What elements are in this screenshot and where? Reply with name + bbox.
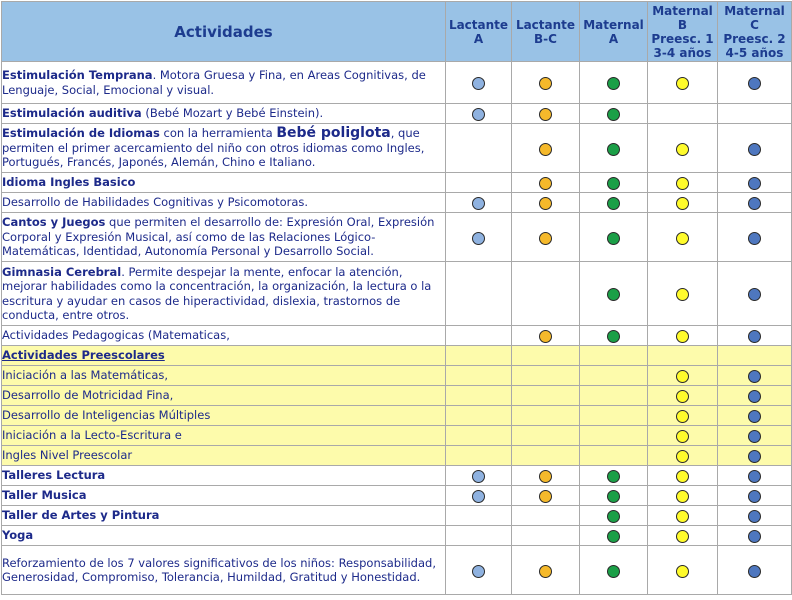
mark-cell	[718, 173, 792, 193]
circle-marker-icon	[607, 490, 620, 503]
activities-header: Actividades	[2, 2, 446, 62]
circle-marker-icon	[472, 470, 485, 483]
circle-marker-icon	[472, 565, 485, 578]
activity-title: Talleres Lectura	[2, 468, 106, 483]
mark-cell	[512, 546, 580, 595]
mark-cell	[580, 526, 648, 546]
activity-cell	[2, 213, 446, 262]
mark-cell	[512, 124, 580, 173]
circle-marker-icon	[748, 510, 761, 523]
mark-cell	[580, 486, 648, 506]
preschool-item-text: Desarrollo de Motricidad Fina,	[2, 388, 174, 403]
circle-marker-icon	[748, 197, 761, 210]
mark-cell	[580, 406, 648, 426]
circle-marker-icon	[748, 410, 761, 423]
mark-cell	[446, 366, 512, 386]
mark-cell	[718, 546, 792, 595]
preschool-item-cell	[2, 426, 446, 446]
mark-cell	[446, 104, 512, 124]
mark-cell	[446, 506, 512, 526]
activity-text: con la herramienta	[159, 126, 277, 141]
preschool-item-text: Ingles Nivel Preescolar	[2, 448, 133, 463]
mark-cell	[718, 326, 792, 346]
preschool-item-text: Desarrollo de Inteligencias Múltiples	[2, 408, 211, 423]
mark-cell	[446, 124, 512, 173]
mark-cell	[512, 426, 580, 446]
mark-cell	[718, 386, 792, 406]
mark-cell	[648, 104, 718, 124]
activity-cell	[2, 262, 446, 326]
mark-cell	[580, 262, 648, 326]
mark-cell	[446, 486, 512, 506]
mark-cell	[446, 526, 512, 546]
activity-cell	[2, 546, 446, 595]
circle-marker-icon	[748, 470, 761, 483]
mark-cell	[580, 446, 648, 466]
col-header-lactante-a	[446, 2, 512, 62]
mark-cell	[718, 506, 792, 526]
mark-cell	[512, 526, 580, 546]
circle-marker-icon	[539, 108, 552, 121]
mark-cell	[446, 346, 512, 366]
mark-cell	[580, 546, 648, 595]
circle-marker-icon	[748, 370, 761, 383]
mark-cell	[580, 346, 648, 366]
mark-cell	[580, 173, 648, 193]
circle-marker-icon	[676, 232, 689, 245]
circle-marker-icon	[472, 197, 485, 210]
activity-row	[2, 506, 792, 526]
mark-cell	[446, 326, 512, 346]
activity-row	[2, 546, 792, 595]
circle-marker-icon	[748, 390, 761, 403]
circle-marker-icon	[676, 390, 689, 403]
activity-title: Idioma Ingles Basico	[2, 175, 136, 190]
mark-cell	[718, 62, 792, 104]
circle-marker-icon	[676, 490, 689, 503]
mark-cell	[512, 62, 580, 104]
circle-marker-icon	[539, 232, 552, 245]
preschool-item-text: Iniciación a la Lecto-Escritura e	[2, 428, 182, 443]
activity-cell	[2, 466, 446, 486]
activity-row	[2, 124, 792, 173]
circle-marker-icon	[748, 450, 761, 463]
activity-text: Actividades Pedagogicas (Matematicas,	[2, 328, 230, 343]
mark-cell	[718, 466, 792, 486]
circle-marker-icon	[607, 177, 620, 190]
activity-cell	[2, 124, 446, 173]
mark-cell	[446, 173, 512, 193]
mark-cell	[648, 526, 718, 546]
circle-marker-icon	[472, 77, 485, 90]
mark-cell	[648, 486, 718, 506]
mark-cell	[648, 124, 718, 173]
mark-cell	[580, 366, 648, 386]
col-header-line: Maternal	[724, 3, 785, 18]
activity-row	[2, 104, 792, 124]
circle-marker-icon	[748, 330, 761, 343]
mark-cell	[512, 486, 580, 506]
circle-marker-icon	[607, 288, 620, 301]
mark-cell	[648, 213, 718, 262]
activity-cell	[2, 506, 446, 526]
circle-marker-icon	[607, 143, 620, 156]
activity-text: , que permiten el primer acercamiento del niño con otros idiomas como Ingles, Portugués, Francés, Japonés, Alemán, Chino e Italiano.	[2, 126, 425, 170]
mark-cell	[648, 346, 718, 366]
circle-marker-icon	[748, 530, 761, 543]
circle-marker-icon	[676, 177, 689, 190]
mark-cell	[446, 546, 512, 595]
circle-marker-icon	[607, 330, 620, 343]
mark-cell	[446, 62, 512, 104]
mark-cell	[512, 193, 580, 213]
activity-title: Taller de Artes y Pintura	[2, 508, 160, 523]
activity-row	[2, 213, 792, 262]
mark-cell	[648, 366, 718, 386]
mark-cell	[580, 124, 648, 173]
circle-marker-icon	[539, 470, 552, 483]
circle-marker-icon	[748, 430, 761, 443]
mark-cell	[648, 546, 718, 595]
circle-marker-icon	[676, 77, 689, 90]
circle-marker-icon	[539, 77, 552, 90]
preschool-item-cell	[2, 406, 446, 426]
mark-cell	[648, 506, 718, 526]
mark-cell	[580, 326, 648, 346]
circle-marker-icon	[676, 330, 689, 343]
mark-cell	[580, 193, 648, 213]
circle-marker-icon	[607, 232, 620, 245]
circle-marker-icon	[748, 177, 761, 190]
mark-cell	[648, 406, 718, 426]
col-header-line: Preesc. 2	[723, 31, 786, 46]
mark-cell	[648, 193, 718, 213]
mark-cell	[718, 124, 792, 173]
activity-text: (Bebé Mozart y Bebé Einstein).	[141, 106, 324, 121]
mark-cell	[512, 326, 580, 346]
mark-cell	[718, 104, 792, 124]
col-header-line: C	[750, 17, 759, 32]
activity-title: Gimnasia Cerebral	[2, 264, 122, 279]
preschool-item-text: Iniciación a las Matemáticas,	[2, 368, 169, 383]
mark-cell	[648, 466, 718, 486]
circle-marker-icon	[539, 177, 552, 190]
preschool-item-row	[2, 446, 792, 466]
circle-marker-icon	[676, 530, 689, 543]
mark-cell	[512, 506, 580, 526]
activity-row	[2, 262, 792, 326]
activities-table	[1, 1, 792, 595]
activity-row	[2, 62, 792, 104]
mark-cell	[648, 426, 718, 446]
preschool-item-row	[2, 386, 792, 406]
circle-marker-icon	[748, 232, 761, 245]
activity-text: . Motora Gruesa y Fina, en Areas Cognitivas, de Lenguaje, Social, Emocional y visual.	[2, 68, 426, 97]
mark-cell	[718, 486, 792, 506]
activity-cell	[2, 193, 446, 213]
preschool-item-cell	[2, 386, 446, 406]
activity-cell	[2, 326, 446, 346]
col-header-lactante-bc	[512, 2, 580, 62]
preschool-title-row	[2, 346, 792, 366]
activity-text: que permiten el desarrollo de: Expresión Oral, Expresión Corporal y Expresión Musical, así como de las Relaciones Lógico-Matemáticas, Identidad, Autonomía Personal y Desarrollo Social.	[2, 215, 435, 259]
activity-row	[2, 466, 792, 486]
mark-cell	[512, 366, 580, 386]
activity-cell	[2, 104, 446, 124]
col-header-line: Lactante	[448, 17, 509, 32]
activity-title: Estimulación de Idiomas	[2, 126, 160, 141]
mark-cell	[512, 406, 580, 426]
mark-cell	[648, 446, 718, 466]
preschool-item-row	[2, 406, 792, 426]
circle-marker-icon	[676, 410, 689, 423]
mark-cell	[718, 406, 792, 426]
circle-marker-icon	[676, 430, 689, 443]
mark-cell	[446, 406, 512, 426]
mark-cell	[446, 193, 512, 213]
preschool-item-row	[2, 426, 792, 446]
mark-cell	[648, 326, 718, 346]
mark-cell	[718, 213, 792, 262]
mark-cell	[580, 426, 648, 446]
preschool-title: Actividades Preescolares	[2, 348, 165, 363]
activity-text: Desarrollo de Habilidades Cognitivas y Psicomotoras.	[2, 195, 309, 210]
mark-cell	[512, 346, 580, 366]
circle-marker-icon	[748, 288, 761, 301]
col-header-line: 3-4 años	[653, 45, 712, 60]
mark-cell	[718, 426, 792, 446]
activity-row	[2, 326, 792, 346]
mark-cell	[512, 104, 580, 124]
circle-marker-icon	[472, 108, 485, 121]
circle-marker-icon	[748, 490, 761, 503]
preschool-item-row	[2, 366, 792, 386]
header-row	[2, 2, 792, 62]
circle-marker-icon	[607, 530, 620, 543]
circle-marker-icon	[539, 197, 552, 210]
preschool-title-cell	[2, 346, 446, 366]
circle-marker-icon	[676, 370, 689, 383]
circle-marker-icon	[676, 565, 689, 578]
circle-marker-icon	[539, 330, 552, 343]
mark-cell	[718, 262, 792, 326]
circle-marker-icon	[676, 470, 689, 483]
circle-marker-icon	[607, 510, 620, 523]
mark-cell	[648, 386, 718, 406]
activity-row	[2, 173, 792, 193]
mark-cell	[648, 62, 718, 104]
activity-cell	[2, 486, 446, 506]
activity-title: Cantos y Juegos	[2, 215, 106, 230]
mark-cell	[446, 262, 512, 326]
mark-cell	[512, 173, 580, 193]
activity-text: . Permite despejar la mente, enfocar la atención, mejorar habilidades como la concentración, la organización, la lectura o la escritura y ayudar en casos de hiperactividad, dislexia, trastornos de conducta, entre otros.	[2, 264, 432, 322]
preschool-item-cell	[2, 446, 446, 466]
circle-marker-icon	[676, 288, 689, 301]
circle-marker-icon	[539, 565, 552, 578]
activities-body	[2, 62, 792, 595]
mark-cell	[446, 426, 512, 446]
circle-marker-icon	[676, 450, 689, 463]
circle-marker-icon	[676, 143, 689, 156]
circle-marker-icon	[748, 143, 761, 156]
circle-marker-icon	[748, 77, 761, 90]
activity-cell	[2, 526, 446, 546]
circle-marker-icon	[472, 232, 485, 245]
mark-cell	[580, 506, 648, 526]
mark-cell	[446, 386, 512, 406]
circle-marker-icon	[607, 565, 620, 578]
mark-cell	[718, 526, 792, 546]
circle-marker-icon	[748, 565, 761, 578]
circle-marker-icon	[607, 108, 620, 121]
circle-marker-icon	[607, 197, 620, 210]
mark-cell	[512, 213, 580, 262]
mark-cell	[648, 262, 718, 326]
col-header-line: Maternal	[583, 17, 644, 32]
circle-marker-icon	[472, 490, 485, 503]
circle-marker-icon	[539, 490, 552, 503]
activity-title: Estimulación auditiva	[2, 106, 142, 121]
mark-cell	[580, 62, 648, 104]
activity-title: Taller Musica	[2, 488, 87, 503]
col-header-maternal-c	[718, 2, 792, 62]
mark-cell	[512, 386, 580, 406]
activity-cell	[2, 173, 446, 193]
col-header-line: Preesc. 1	[651, 31, 714, 46]
mark-cell	[580, 104, 648, 124]
activity-row	[2, 526, 792, 546]
col-header-line: Maternal	[652, 3, 713, 18]
mark-cell	[512, 262, 580, 326]
col-header-line: Lactante	[515, 17, 576, 32]
mark-cell	[580, 466, 648, 486]
activity-cell	[2, 62, 446, 104]
preschool-item-cell	[2, 366, 446, 386]
col-header-maternal-b	[648, 2, 718, 62]
mark-cell	[580, 213, 648, 262]
col-header-maternal-a	[580, 2, 648, 62]
mark-cell	[446, 446, 512, 466]
circle-marker-icon	[676, 510, 689, 523]
mark-cell	[446, 213, 512, 262]
mark-cell	[512, 466, 580, 486]
col-header-line: B-C	[534, 31, 557, 46]
activity-row	[2, 193, 792, 213]
mark-cell	[648, 173, 718, 193]
mark-cell	[512, 446, 580, 466]
mark-cell	[718, 193, 792, 213]
mark-cell	[718, 346, 792, 366]
activity-row	[2, 486, 792, 506]
circle-marker-icon	[676, 197, 689, 210]
col-header-line: A	[608, 31, 619, 46]
circle-marker-icon	[607, 77, 620, 90]
activity-title: Estimulación Temprana	[2, 68, 153, 82]
mark-cell	[718, 446, 792, 466]
circle-marker-icon	[607, 470, 620, 483]
mark-cell	[446, 466, 512, 486]
mark-cell	[580, 386, 648, 406]
activity-title: Yoga	[2, 528, 34, 543]
col-header-line: A	[473, 31, 484, 46]
col-header-line: B	[677, 17, 688, 32]
activity-text: Reforzamiento de los 7 valores significativos de los niños: Responsabilidad, Generosidad, Compromiso, Tolerancia, Humildad, Gratitud y Honestidad.	[2, 555, 436, 584]
activity-highlight: Bebé poliglota	[276, 125, 391, 142]
circle-marker-icon	[539, 143, 552, 156]
col-header-line: 4-5 años	[725, 45, 784, 60]
mark-cell	[718, 366, 792, 386]
